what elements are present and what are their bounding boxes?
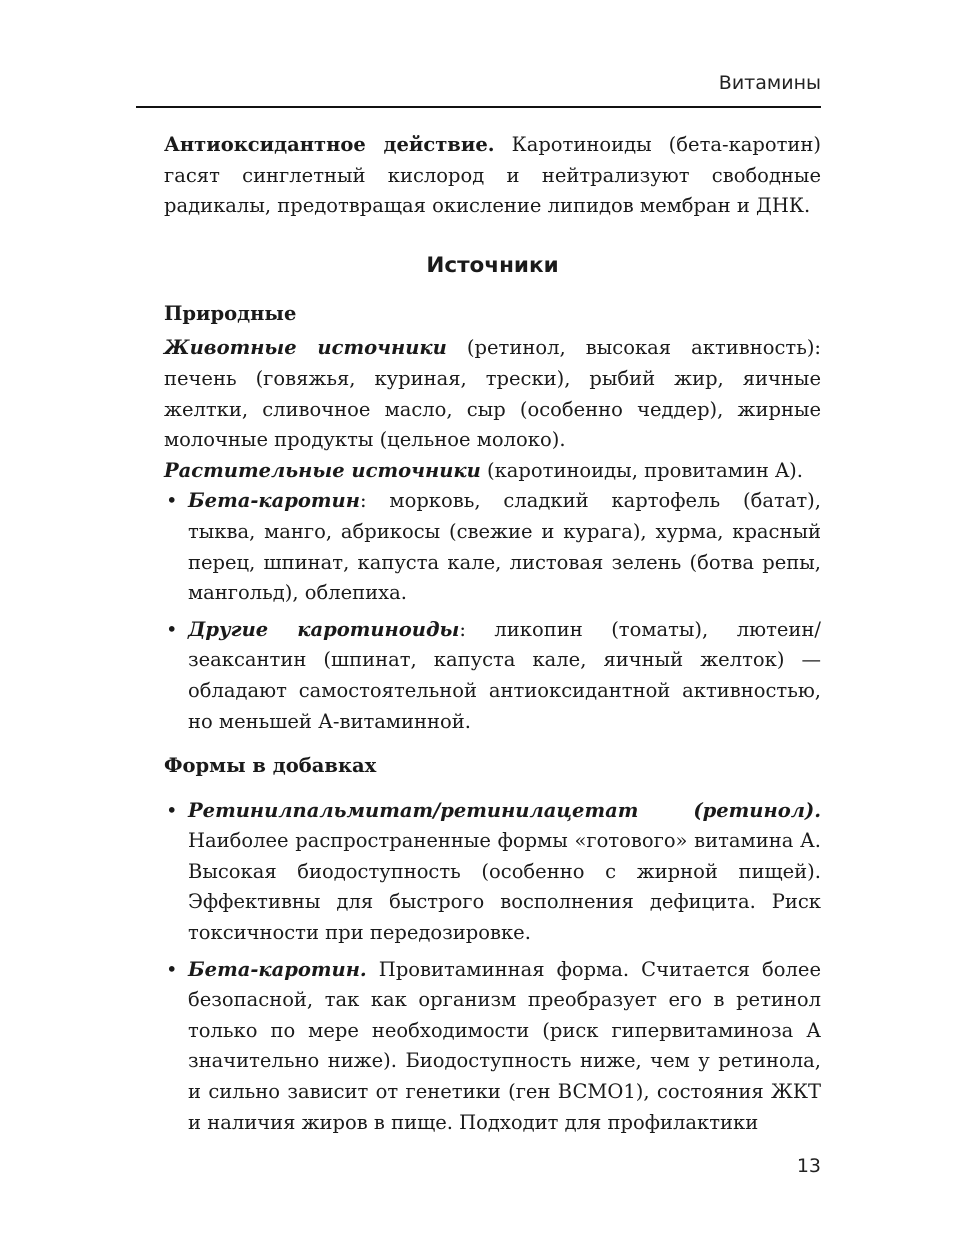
list-item-lead: Бета-каротин <box>188 489 360 513</box>
bullet-icon: • <box>166 489 178 513</box>
page-number: 13 <box>796 1155 821 1177</box>
animal-sources-text: (ретинол, высокая активность): печень (говяжья, куриная, трески), рыбий жир, яичные желтки, сливочное масло, сыр (особенно чеддер), жирные молочные продукты (цельное молоко). <box>164 336 821 452</box>
antioxidant-lead: Антиоксидантное действие. <box>164 133 495 156</box>
bullet-icon: • <box>166 957 178 981</box>
antioxidant-paragraph <box>164 130 821 222</box>
list-item <box>164 796 821 949</box>
list-item-lead: Другие каротиноиды <box>188 617 460 641</box>
antioxidant-text: Каротиноиды (бета-каротин) гасят синглетный кислород и нейтрализуют свободные радикалы, предотвращая окисление липидов мембран и ДНК. <box>164 133 821 218</box>
animal-sources-paragraph <box>164 333 821 455</box>
list-item-text: Провитаминная форма. Считается более безопасной, так как организм преобразует его в ретинол только по мере необходимости (риск гипервитаминоза А значительно ниже). Биодоступность ниже, чем у ретинола, и сильно зависит от генетики (ген BCMO1), состояния ЖКТ и наличия жиров в пище. Подходит для профилактики <box>188 957 821 1134</box>
natural-heading: Природные <box>164 301 297 325</box>
section-title: Источники <box>426 252 559 278</box>
animal-sources-lead: Животные источники <box>164 336 447 360</box>
plant-sources-text: (каротиноиды, провитамин A). <box>480 458 803 482</box>
bullet-icon: • <box>166 798 178 822</box>
list-item-text: : ликопин (томаты), лютеин/зеаксантин (шпинат, капуста кале, яичный желток) — обладают самостоятельной антиоксидантной активностью, но меньшей А-витаминной. <box>188 617 821 733</box>
plant-sources-lead: Растительные источники <box>164 458 481 482</box>
page-body <box>164 130 821 1138</box>
list-item-lead: Бета-каротин. <box>188 957 367 981</box>
list-item-text: : морковь, сладкий картофель (батат), тыква, манго, абрикосы (свежие и курага), хурма, красный перец, шпинат, капуста кале, листовая зелень (ботва репы, мангольд), облепиха. <box>188 489 821 605</box>
supplements-heading: Формы в добавках <box>164 754 377 778</box>
list-item <box>164 615 821 737</box>
list-item <box>164 486 821 608</box>
list-item <box>164 955 821 1139</box>
header-rule <box>136 106 821 108</box>
plant-sources-paragraph <box>164 456 821 487</box>
supplements-list <box>164 796 821 1139</box>
bullet-icon: • <box>166 617 178 641</box>
list-item-text: Наиболее распространенные формы «готового» витамина А. Высокая биодоступность (особенно с жирной пищей). Эффективны для быстрого восполнения дефицита. Риск токсичности при передозировке. <box>188 829 821 945</box>
plant-sources-list <box>164 486 821 737</box>
list-item-lead: Ретинилпальмитат/ретинилацетат (ретинол). <box>188 798 821 822</box>
running-head: Витамины <box>718 72 821 94</box>
